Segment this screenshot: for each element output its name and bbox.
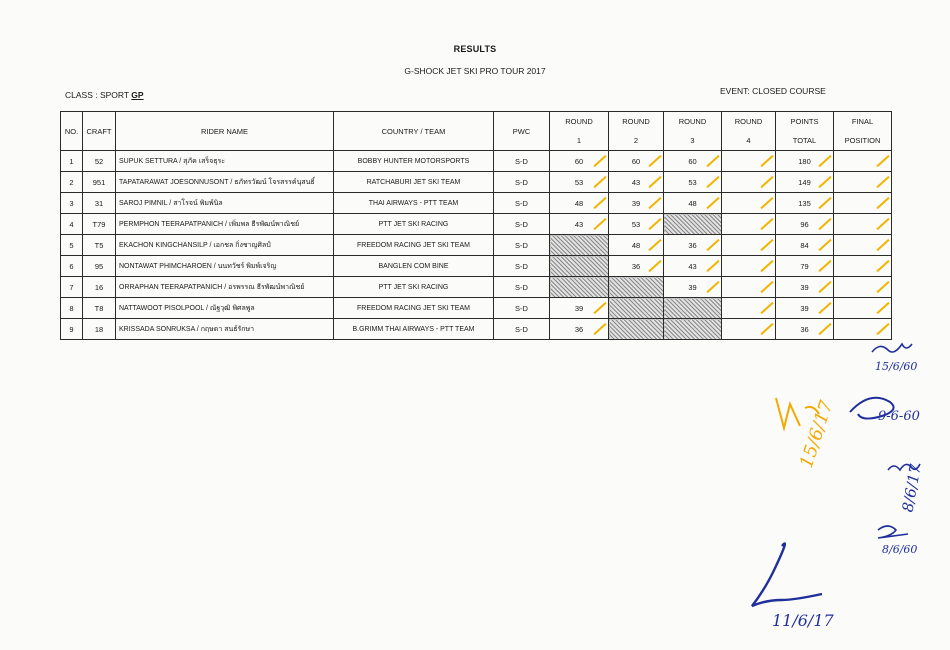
signature-s1-date: 15/6/60 xyxy=(875,360,918,373)
cell-pwc-value: S-D xyxy=(515,177,528,187)
cell-team-value: THAI AIRWAYS - PTT TEAM xyxy=(368,199,459,207)
cell-no-value: 9 xyxy=(69,324,74,334)
col-round-3-label: ROUND xyxy=(678,117,707,126)
event-subtitle: G-SHOCK JET SKI PRO TOUR 2017 xyxy=(404,66,546,76)
cell-no-value: 4 xyxy=(69,219,74,229)
cell-rider-value: NONTAWAT PHIMCHAROEN / นนทวัชร์ พิมพ์เจริญ xyxy=(119,262,277,270)
col-final-sub: POSITION xyxy=(844,136,881,145)
cell-rider-value: SUPUK SETTURA / สุภัค เสร็จธุระ xyxy=(119,157,226,165)
cell-rider-value: NATTAWOOT PISOLPOOL / ณัฐวุฒิ พิศลพูล xyxy=(119,304,255,312)
cell-points-value: 39 xyxy=(800,303,809,313)
cell-craft-value: 951 xyxy=(92,177,106,187)
page-title: RESULTS xyxy=(453,44,497,54)
cell-no-value: 6 xyxy=(69,261,74,271)
cell-team-value: B.GRIMM THAI AIRWAYS - PTT TEAM xyxy=(352,325,475,333)
cell-r2-value: 48 xyxy=(631,240,641,250)
cell-points-value: 39 xyxy=(800,282,809,292)
cell-pwc-value: S-D xyxy=(515,282,528,292)
cell-craft-value: T5 xyxy=(94,240,104,250)
cell-pwc-value: S-D xyxy=(515,261,528,271)
cell-no-value: 2 xyxy=(69,177,74,187)
signature-s2-date: 15/6/17 xyxy=(795,398,838,471)
cell-craft-value: 52 xyxy=(94,156,104,166)
cell-team-value: RATCHABURI JET SKI TEAM xyxy=(366,178,461,186)
cell-pwc-value: S-D xyxy=(515,303,528,313)
cell-r3-value: 53 xyxy=(688,177,697,187)
col-no: NO. xyxy=(61,112,83,151)
cell-pwc-value: S-D xyxy=(515,324,528,334)
col-points-sub: TOTAL xyxy=(792,136,817,145)
class-prefix: CLASS : SPORT xyxy=(65,90,132,100)
cell-pwc-value: S-D xyxy=(515,198,528,208)
signature-s6-date: 11/6/17 xyxy=(772,611,834,630)
cell-no-value: 7 xyxy=(69,282,74,292)
col-round-1-num: 1 xyxy=(576,136,582,145)
cell-team-value: BANGLEN COM BINE xyxy=(378,262,449,270)
col-round-1-label: ROUND xyxy=(565,117,593,126)
cell-r1-value: 53 xyxy=(574,177,584,187)
col-rider: RIDER NAME xyxy=(116,112,334,151)
cell-points-value: 36 xyxy=(800,324,809,334)
cell-rider-value: PERMPHON TEERAPATPANICH / เพิ่มพล ธีรพัฒน์พาณิชย์ xyxy=(119,220,300,228)
signature-s1 xyxy=(872,344,912,352)
col-round-2-num: 2 xyxy=(633,136,639,145)
signature-s5-date: 8/6/60 xyxy=(882,543,918,556)
cell-craft-value: 18 xyxy=(94,324,104,334)
col-round-3-num: 3 xyxy=(690,136,695,145)
cell-points-value: 84 xyxy=(800,240,809,250)
cell-team-value: FREEDOM RACING JET SKI TEAM xyxy=(357,304,470,312)
class-value: GP xyxy=(131,90,144,100)
cell-r2-value: 60 xyxy=(631,156,641,166)
cell-points-value: 96 xyxy=(800,219,809,229)
cell-r3-value: 48 xyxy=(688,198,697,208)
col-points-label: POINTS xyxy=(790,117,819,126)
cell-team-value: PTT JET SKI RACING xyxy=(378,220,449,228)
cell-r1-value: 48 xyxy=(574,198,584,208)
cell-r2-value: 43 xyxy=(631,177,641,187)
cell-craft-value: 16 xyxy=(94,282,104,292)
cell-team-value: BOBBY HUNTER MOTORSPORTS xyxy=(357,157,470,165)
cell-craft-value: 31 xyxy=(94,198,104,208)
cell-r1-value: 36 xyxy=(574,324,584,334)
cell-no-value: 5 xyxy=(69,240,74,250)
cell-team-value: FREEDOM RACING JET SKI TEAM xyxy=(357,241,470,249)
cell-no-value: 1 xyxy=(69,156,74,166)
cell-pwc-value: S-D xyxy=(515,156,528,166)
cell-r3-value: 39 xyxy=(688,282,697,292)
signature-s6 xyxy=(752,544,822,607)
event-label: EVENT: CLOSED COURSE xyxy=(720,86,826,96)
col-round-4-num: 4 xyxy=(746,136,751,145)
cell-craft-value: 95 xyxy=(94,261,104,271)
cell-r3-value: 60 xyxy=(688,156,697,166)
cell-r2-value: 39 xyxy=(631,198,641,208)
cell-r2-value: 53 xyxy=(631,219,641,229)
cell-craft-value: T79 xyxy=(92,219,106,229)
cell-points-value: 135 xyxy=(798,198,811,208)
col-pwc: PWC xyxy=(494,112,550,151)
cell-points-value: 180 xyxy=(798,156,811,166)
cell-rider-value: TAPATARAWAT JOESONNUSONT / ธภัทรวัฒน์ โจรสรรค์นุสนธิ์ xyxy=(119,178,315,186)
cell-rider-value: ORRAPHAN TEERAPATPANICH / อรพรรณ ธีรพัฒน์พาณิชย์ xyxy=(119,283,305,291)
cell-rider-value: KRISSADA SONRUKSA / กฤษดา สนธ์รักษา xyxy=(119,325,255,333)
col-team: COUNTRY / TEAM xyxy=(334,112,494,151)
signature-s3-date: 9-6-60 xyxy=(878,409,920,424)
cell-craft-value: T8 xyxy=(94,303,104,313)
cell-points-value: 79 xyxy=(800,261,809,271)
col-round-4-label: ROUND xyxy=(734,117,763,126)
signature-s4-date: 8/6/17 xyxy=(898,462,925,514)
cell-r3-value: 36 xyxy=(688,240,697,250)
cell-rider-value: EKACHON KINGCHANSILP / เอกชล กิ่งชาญศิลป์ xyxy=(119,241,271,249)
cell-r2-value: 36 xyxy=(631,261,641,271)
cell-r1-value: 39 xyxy=(574,303,584,313)
col-craft: CRAFT xyxy=(83,112,116,151)
cell-pwc-value: S-D xyxy=(515,240,528,250)
cell-rider-value: SAROJ PIMNIL / สาโรจน์ พิมพ์นิล xyxy=(119,199,223,207)
signature-s5 xyxy=(878,526,908,538)
cell-no-value: 8 xyxy=(69,303,74,313)
cell-r1-value: 60 xyxy=(574,156,584,166)
col-final-label: FINAL xyxy=(851,117,874,126)
cell-team-value: PTT JET SKI RACING xyxy=(378,283,449,291)
cell-r3-value: 43 xyxy=(688,261,697,271)
cell-pwc-value: S-D xyxy=(515,219,528,229)
col-round-2-label: ROUND xyxy=(622,117,650,126)
cell-no-value: 3 xyxy=(69,198,74,208)
cell-r1-value: 43 xyxy=(574,219,584,229)
cell-points-value: 149 xyxy=(798,177,811,187)
